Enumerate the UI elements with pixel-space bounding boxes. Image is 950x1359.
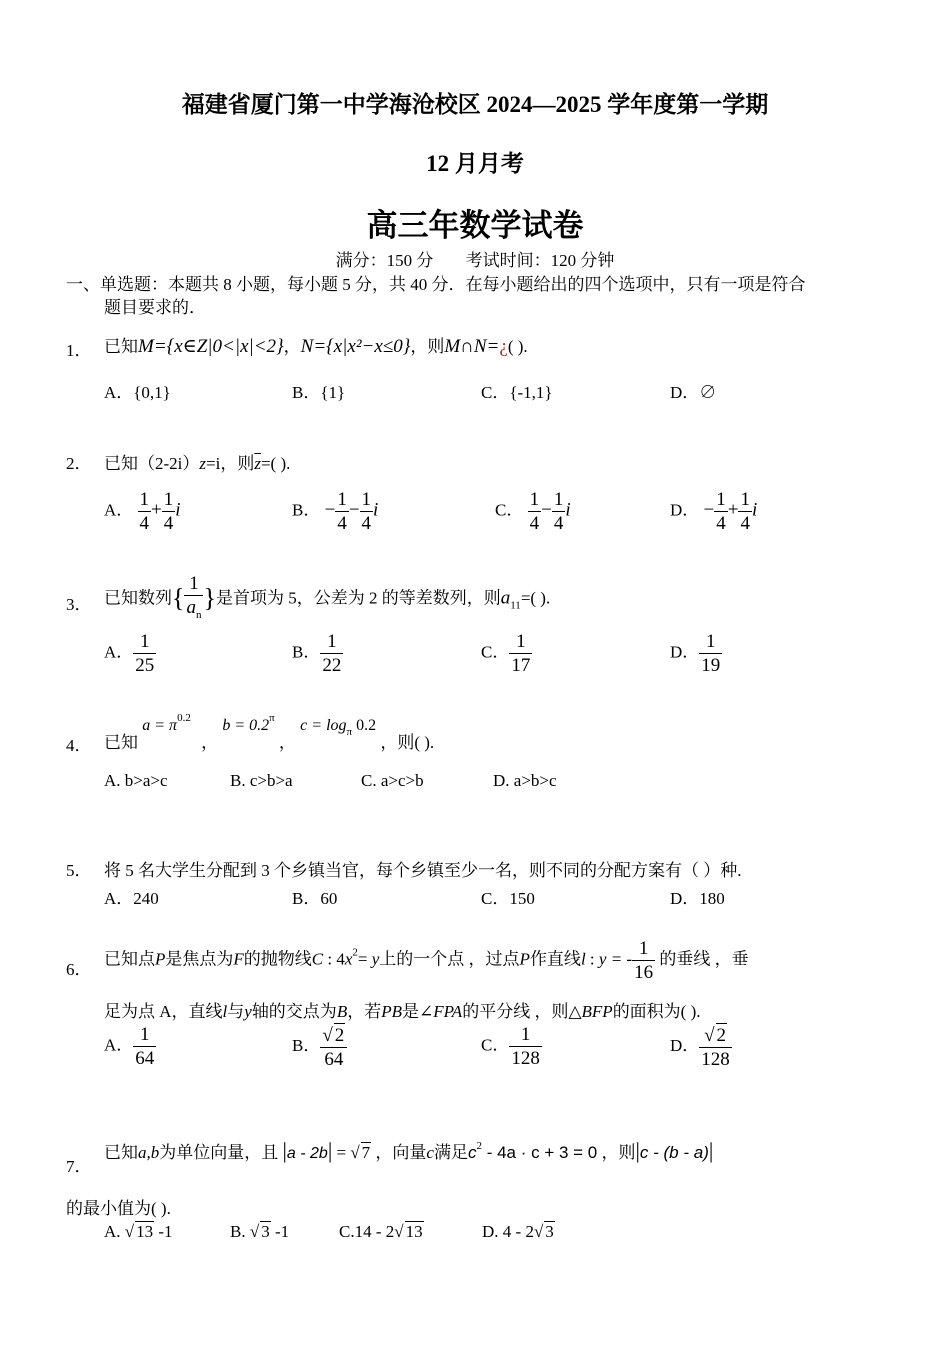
section-heading-line1: 一、单选题：本题共 8 小题，每小题 5 分，共 40 分．在每小题给出的四个选项中，只有一项是符合 — [66, 275, 806, 294]
imag-unit: i — [565, 499, 571, 521]
imag-unit: i — [751, 499, 758, 521]
operator: − — [703, 499, 715, 521]
exam-title-subject: 高三年数学试卷 — [366, 208, 584, 243]
option-c — [495, 488, 571, 535]
option-a — [104, 488, 181, 535]
stem-text: =i，则 — [206, 454, 255, 473]
option-b: B．60 — [292, 889, 338, 908]
section-heading — [66, 273, 896, 319]
garbled-glyph: ¿ — [499, 336, 508, 357]
var-z: z — [199, 454, 207, 473]
question-number: 5． — [66, 861, 92, 880]
stem-text: 是首项为 5，公差为 2 的等差数列，则 — [215, 588, 501, 608]
question-number: 4． — [66, 736, 92, 755]
brace: } — [203, 583, 216, 613]
option-d: D．∅ — [670, 383, 717, 402]
fraction: $\frac{1}{4}$ — [163, 489, 174, 534]
superscript: 0.2 — [177, 712, 191, 724]
intersection-expr: M∩N= — [444, 336, 500, 357]
question-stem: 将 5 名大学生分配到 3 个乡镇当官，每个乡镇至少一名，则不同的分配方案有（ ）种. — [104, 861, 742, 880]
option-a: A． $\frac{1}{64}$ — [104, 1024, 155, 1069]
option-a: A． $\frac{1}{25}$ — [104, 631, 155, 676]
fraction: $\frac{1}{4}$ — [337, 489, 347, 534]
option-c: C. a>c>b — [361, 771, 424, 790]
stem-text: ， — [283, 337, 301, 356]
stem-text: 已知 — [104, 733, 138, 752]
option-label: A． — [104, 500, 134, 520]
var-z-conjugate: $\overline{z}$ — [254, 454, 261, 473]
fraction: $\frac{1}{4}$ — [740, 489, 750, 534]
question-stem — [104, 449, 290, 474]
option-b: B. c>b>a — [230, 771, 293, 790]
question-stem — [104, 712, 434, 753]
stem-text: 已知数列 — [104, 588, 172, 608]
option-b: B． $\frac{1}{22}$ — [292, 631, 342, 676]
full-score: 满分：150 分 — [335, 251, 434, 270]
operator: − — [348, 499, 360, 521]
option-c: C.14 - 2√ 13 — [339, 1222, 423, 1241]
section-heading-line2: 题目要求的． — [104, 298, 206, 317]
fraction: $\frac{1}{4}$ — [716, 489, 726, 534]
exam-title-school: 福建省厦门第一中学海沧校区 2024—2025 学年度第一学期 — [181, 92, 769, 117]
question-number: 6． — [66, 960, 92, 979]
question-stem-line1: 已知点P是焦点为F的抛物线C : $4x^2= y$上的一个点 ，过点P作直线l : y = - $\frac{1}{16}$ 的垂线 ，垂 — [104, 938, 749, 983]
expr-b: b = 0.2 — [222, 717, 270, 734]
var-a: a — [500, 587, 511, 609]
question-number: 1． — [66, 341, 92, 360]
brace: { — [172, 583, 185, 613]
stem-text: ， — [201, 733, 219, 752]
expr-c-arg: 0.2 — [352, 717, 377, 734]
option-label: C． — [495, 500, 524, 520]
operator: + — [727, 499, 739, 521]
option-c: C． $\frac{1}{17}$ — [481, 631, 531, 676]
superscript: π — [269, 712, 275, 724]
set-m: M={x∈Z|0<|x|<2} — [138, 336, 284, 357]
imag-unit: i — [373, 499, 379, 521]
question-number: 7． — [66, 1157, 92, 1176]
option-d: D．180 — [670, 889, 725, 908]
option-d: D. 4 - 2√ 3 — [482, 1222, 554, 1241]
stem-text: ( ). — [507, 337, 528, 356]
set-n: N={x|x²−x≤0} — [300, 336, 411, 357]
fraction: $\frac{1}{a_n}$ — [186, 573, 202, 621]
option-a: A. √ 13 -1 — [104, 1222, 173, 1241]
question-stem-line2: 的最小值为( ). — [66, 1199, 171, 1218]
stem-text: =( ). — [520, 588, 551, 608]
option-label: D． — [670, 500, 700, 520]
option-d: D． $\frac{1}{19}$ — [670, 631, 721, 676]
subscript: 11 — [510, 599, 521, 612]
stem-text: =( ). — [260, 454, 291, 473]
option-d: D. a>b>c — [493, 771, 557, 790]
fraction: $\frac{1}{4}$ — [529, 489, 540, 534]
stem-text: ， — [278, 733, 296, 752]
subscript: π — [346, 726, 353, 738]
stem-text: 已知（2-2i） — [104, 454, 200, 473]
option-c: C．150 — [481, 889, 535, 908]
option-c: C．{-1,1} — [481, 383, 553, 402]
expr-a: a = π — [142, 717, 178, 734]
option-c: C． $\frac{1}{128}$ — [481, 1024, 540, 1069]
option-b — [292, 488, 378, 535]
operator: − — [541, 499, 552, 521]
operator: − — [324, 499, 336, 521]
imag-unit: i — [175, 499, 181, 521]
fraction: $\frac{1}{4}$ — [361, 489, 372, 534]
fraction: $\frac{1}{4}$ — [553, 489, 564, 534]
stem-text: 已知 — [104, 337, 138, 356]
question-stem-line1: 已知a,b为单位向量，且 |a - 2b| = √ 7 ，向量c满足$c^2 - 4a \cdot c + 3 = 0$ ，则|c - (b - a)| — [104, 1138, 714, 1163]
fraction: $\frac{1}{4}$ — [139, 489, 150, 534]
option-d: D． $\frac{√ 2}{128}$ — [670, 1025, 730, 1070]
stem-text: ，则 — [410, 337, 445, 356]
question-number: 2． — [66, 454, 92, 473]
exam-time: 考试时间：120 分钟 — [465, 251, 615, 270]
option-a: A．{0,1} — [104, 383, 171, 402]
stem-text: ，则( ). — [380, 733, 435, 752]
operator: + — [151, 499, 162, 521]
option-b: B．{1} — [292, 383, 346, 402]
expr-c: c = log — [300, 717, 347, 734]
question-stem — [104, 332, 528, 358]
option-a: A．240 — [104, 889, 159, 908]
option-d — [670, 488, 757, 535]
question-stem-line2: 足为点 A，直线l与y轴的交点为B，若PB是∠FPA的平分线 ，则△BFP的面积为( ). — [104, 1002, 701, 1021]
option-a: A. b>a>c — [104, 771, 168, 790]
question-number: 3． — [66, 595, 92, 614]
exam-title-month: 12 月月考 — [426, 151, 524, 176]
exam-info — [0, 246, 950, 271]
option-b: B． $\frac{√ 2}{64}$ — [292, 1023, 347, 1071]
option-label: B． — [292, 500, 321, 520]
question-stem — [104, 572, 550, 627]
option-b: B. √ 3 -1 — [230, 1222, 290, 1241]
